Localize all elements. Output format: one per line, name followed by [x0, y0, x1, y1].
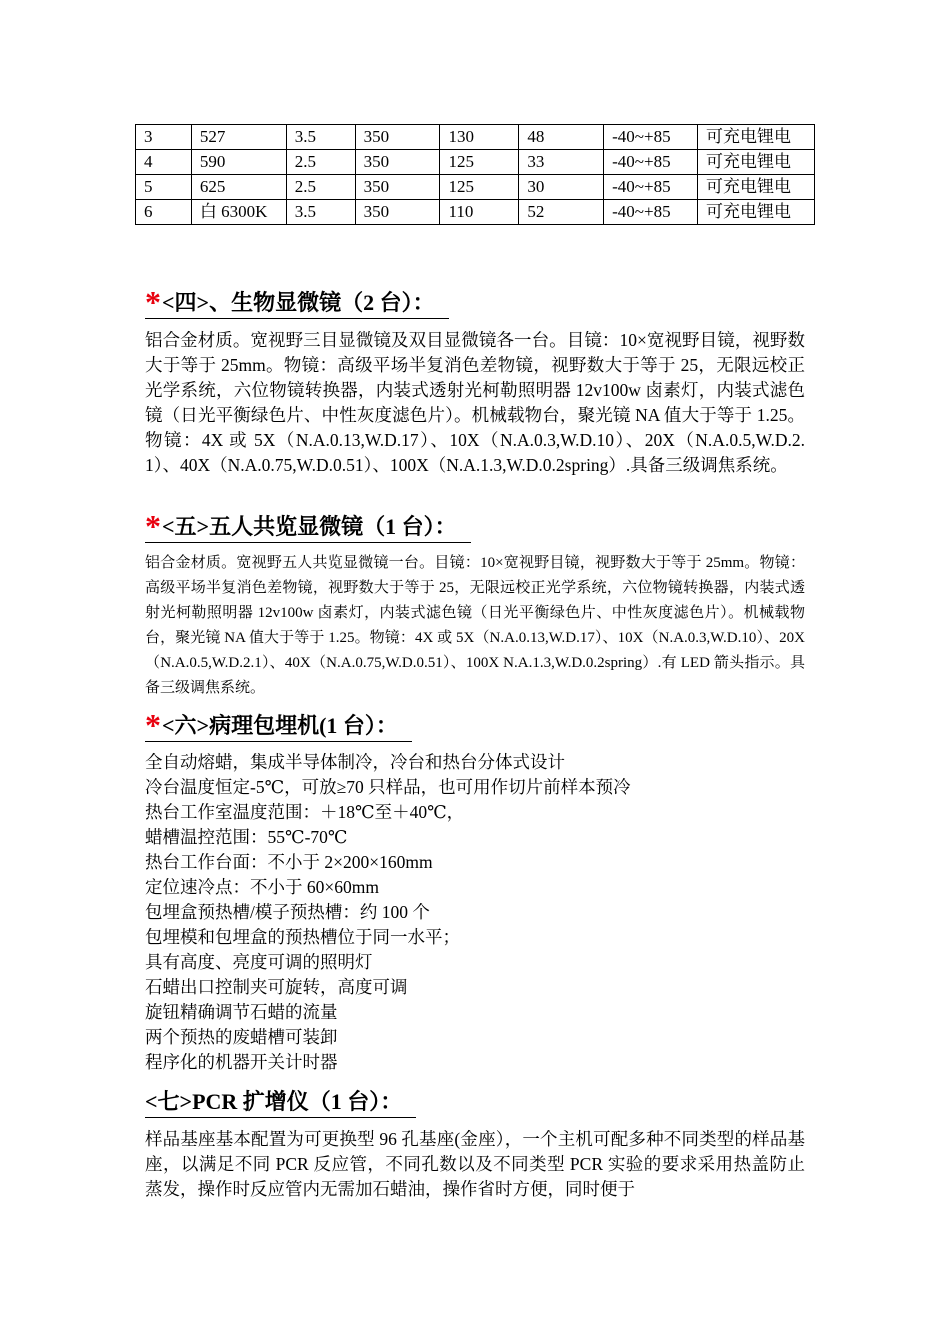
table-cell: 白 6300K: [191, 200, 286, 225]
table-cell: 可充电锂电: [698, 175, 815, 200]
table-cell: 110: [440, 200, 519, 225]
table-row: [136, 125, 815, 150]
table-cell: 350: [355, 175, 440, 200]
table-cell: 3.5: [286, 200, 355, 225]
table-cell: -40~+85: [604, 125, 698, 150]
red-star-icon: *: [145, 707, 161, 743]
section-6-spec-list: [145, 750, 631, 1075]
section-6-title: <六>病理包埋机(1 台）：: [162, 713, 398, 738]
spec-line: 热台工作台面：不小于 2×200×160mm: [145, 852, 433, 872]
section-7-title: <七>PCR 扩增仪（1 台）：: [145, 1089, 403, 1114]
red-star-icon: *: [145, 284, 161, 320]
section-7-heading: [145, 1087, 416, 1118]
spec-line: 石蜡出口控制夹可旋转，高度可调: [145, 977, 408, 997]
table-cell: 33: [519, 150, 604, 175]
table-cell: -40~+85: [604, 200, 698, 225]
table-cell: 527: [191, 125, 286, 150]
table-cell: 350: [355, 150, 440, 175]
section-4-body: 铝合金材质。宽视野三目显微镜及双目显微镜各一台。目镜：10×宽视野目镜，视野数大于等于 25mm。物镜：高级平场半复消色差物镜，视野数大于等于 25，无限远校正光学系统，六位物镜转换器，内装式透射光柯勒照明器 12v100w 卤素灯，内装式滤色镜（日光平衡绿色片、中性灰度滤色片）。机械载物台，聚光镜 NA 值大于等于 1.25。物镜：4X 或 5X（N.A.0.13,W.D.17）、10X（N.A.0.3,W.D.10）、20X（N.A.0.5,W.D.2.1）、40X（N.A.0.75,W.D.0.51）、100X（N.A.1.3,W.D.0.2spring）.具备三级调焦系统。: [145, 330, 805, 475]
spec-line: 包埋模和包埋盒的预热槽位于同一水平；: [145, 927, 460, 947]
section-5-body: 铝合金材质。宽视野五人共览显微镜一台。目镜：10×宽视野目镜，视野数大于等于 25mm。物镜：高级平场半复消色差物镜，视野数大于等于 25，无限远校正光学系统，六位物镜转换器，内装式透射光柯勒照明器 12v100w 卤素灯，内装式滤色镜（日光平衡绿色片、中性灰度滤色片）。机械载物台，聚光镜 NA 值大于等于 1.25。物镜：4X 或 5X（N.A.0.13,W.D.17）、10X（N.A.0.3,W.D.10）、20X（N.A.0.5,W.D.2.1）、40X（N.A.0.75,W.D.0.51）、100X N.A.1.3,W.D.0.2spring）.有 LED 箭头指示。具备三级调焦系统。: [145, 555, 805, 696]
table-cell: 可充电锂电: [698, 150, 815, 175]
table-cell: 4: [136, 150, 192, 175]
table-cell: 5: [136, 175, 192, 200]
table-cell: 2.5: [286, 175, 355, 200]
table-cell: 3.5: [286, 125, 355, 150]
table-cell: 6: [136, 200, 192, 225]
table-row: [136, 200, 815, 225]
table-cell: 3: [136, 125, 192, 150]
spec-line: 热台工作室温度范围：＋18℃至＋40℃，: [145, 802, 465, 822]
table-cell: 125: [440, 175, 519, 200]
table-cell: 2.5: [286, 150, 355, 175]
section-5-title: <五>五人共览显微镜（1 台）：: [162, 514, 457, 539]
section-7-body: 样品基座基本配置为可更换型 96 孔基座(金座），一个主机可配多种不同类型的样品基座，以满足不同 PCR 反应管，不同孔数以及不同类型 PCR 实验的要求采用热盖防止蒸发，操作时反应管内无需加石蜡油，操作省时方便，同时便于: [145, 1129, 805, 1199]
spec-line: 具有高度、亮度可调的照明灯: [145, 952, 373, 972]
table-cell: 可充电锂电: [698, 125, 815, 150]
section-4-heading: [145, 284, 449, 320]
table-cell: 可充电锂电: [698, 200, 815, 225]
table-cell: 350: [355, 125, 440, 150]
table-row: [136, 150, 815, 175]
table-cell: 130: [440, 125, 519, 150]
spec-table: [135, 124, 815, 225]
table-cell: 625: [191, 175, 286, 200]
spec-line: 定位速冷点：不小于 60×60mm: [145, 877, 379, 897]
red-star-icon: *: [145, 508, 161, 544]
table-cell: -40~+85: [604, 150, 698, 175]
table-cell: 590: [191, 150, 286, 175]
section-5-heading: [145, 508, 471, 544]
spec-line: 旋钮精确调节石蜡的流量: [145, 1002, 338, 1022]
spec-line: 两个预热的废蜡槽可装卸: [145, 1027, 338, 1047]
spec-line: 全自动熔蜡，集成半导体制冷，冷台和热台分体式设计: [145, 752, 565, 772]
table-cell: 52: [519, 200, 604, 225]
spec-line: 蜡槽温控范围：55℃-70℃: [145, 827, 348, 847]
table-cell: 125: [440, 150, 519, 175]
table-row: [136, 175, 815, 200]
spec-line: 程序化的机器开关计时器: [145, 1052, 338, 1072]
section-4-title: <四>、生物显微镜（2 台）：: [162, 290, 435, 315]
table-cell: 350: [355, 200, 440, 225]
table-cell: -40~+85: [604, 175, 698, 200]
spec-line: 冷台温度恒定-5℃，可放≥70 只样品，也可用作切片前样本预冷: [145, 777, 631, 797]
table-cell: 48: [519, 125, 604, 150]
table-cell: 30: [519, 175, 604, 200]
section-6-heading: [145, 707, 412, 743]
spec-line: 包埋盒预热槽/模子预热槽：约 100 个: [145, 902, 430, 922]
